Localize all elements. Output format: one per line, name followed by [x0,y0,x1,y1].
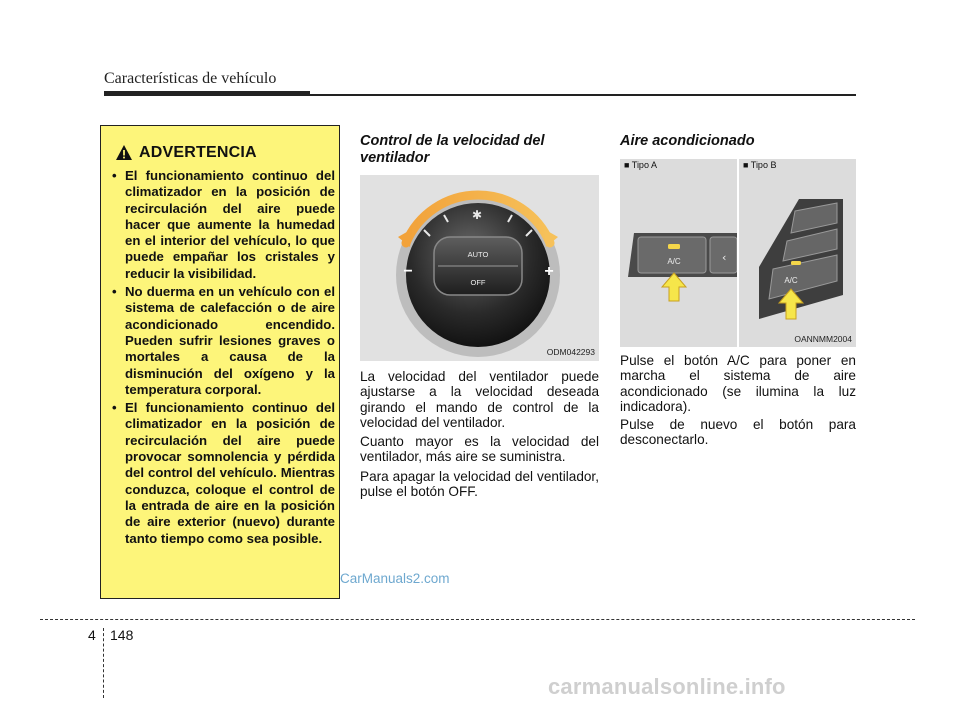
header-rule [104,94,856,96]
warning-heading [115,144,257,162]
fan-paragraph: Cuanto mayor es la velocidad del ventilador, más aire se suministra. [360,434,599,465]
warning-item: • El funcionamiento continuo del climatizador en la posición de recirculación del aire puede provocar somnolencia y pérdida del control del vehículo. Mientras conduzca, coloque el control de la entrada de aire en la posición de aire exterior (nuevo) durante tanto tiempo como sea posible. [111,400,335,547]
ac-type-b-image [739,159,856,347]
plus-label: + [544,263,554,280]
chevron-left-icon: ‹ [722,251,727,264]
ac-paragraph: Pulse de nuevo el botón para desconectarlo. [620,417,856,448]
watermark: CarManuals2.com [340,571,450,586]
fan-image-code: ODM042293 [546,347,595,357]
minus-label: − [403,263,413,280]
footer-rule [40,619,915,620]
footer-vertical-rule [103,628,104,698]
warning-list [111,168,335,549]
fan-knob-image [360,175,599,361]
fan-paragraph: La velocidad del ventilador puede ajustarse a la velocidad deseada girando el mando de control de la velocidad del ventilador. [360,369,599,431]
type-a-label: ■ Tipo A [624,160,657,170]
page-number: 148 [110,627,134,643]
warning-box [100,125,340,599]
ac-image-code: OANNMM2004 [794,334,852,344]
ac-button-label-b: A/C [784,276,798,285]
fan-section-title: Control de la velocidad del ventilador [360,133,545,166]
warning-item: • El funcionamiento continuo del climatizador en la posición de recirculación del aire puede hacer que aumente la humedad en el interior del vehículo, lo que puede empañar los cristales y reducir la visibilidad. [111,168,335,282]
off-button-label: OFF [470,278,486,287]
auto-button-label: AUTO [467,250,489,259]
ac-button-label-a: A/C [667,257,681,266]
fan-paragraph: Para apagar la velocidad del ventilador, pulse el botón OFF. [360,469,599,500]
ac-paragraph: Pulse el botón A/C para poner en marcha el sistema de aire acondicionado (se ilumina la luz indicadora). [620,353,856,415]
warning-item: • No duerma en un vehículo con el sistema de calefacción o de aire acondicionado encendido. Pueden sufrir lesiones graves o mortales a causa de la disminución del oxígeno y la temperatura corporal. [111,284,335,398]
page-header-title: Características de vehículo [104,70,277,87]
fan-icon-glyph: ✱ [472,208,483,222]
chapter-number: 4 [88,627,96,643]
ac-type-a-image [620,159,737,347]
site-watermark: carmanualsonline.info [548,674,786,699]
warning-icon [115,144,133,162]
ac-section-title: Aire acondicionado [620,133,755,149]
warning-title: ADVERTENCIA [139,144,257,161]
type-b-label: ■ Tipo B [743,160,777,170]
